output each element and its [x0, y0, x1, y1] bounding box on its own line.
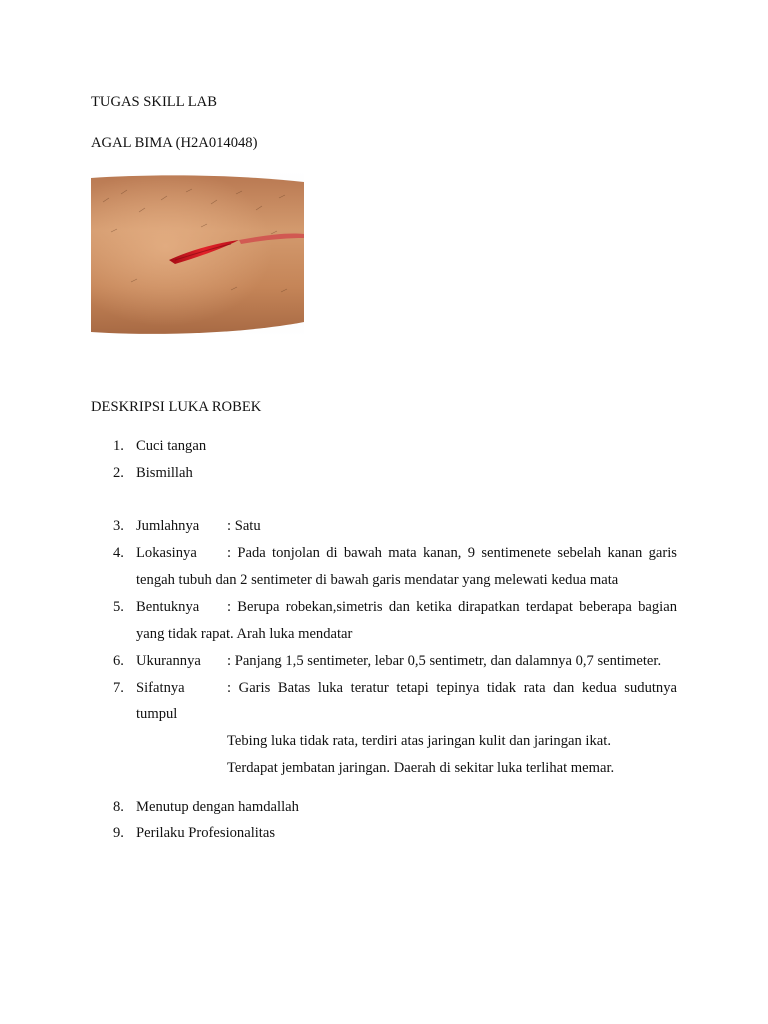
list-text: Menutup dengan hamdallah: [136, 799, 299, 815]
detail-label: Bentuknya: [136, 599, 200, 615]
detail-value: : Garis Batas luka teratur tetapi tepinya tidak rata dan kedua sudutnya: [227, 680, 677, 696]
detail-label: Sifatnya: [136, 680, 185, 696]
sifat-extra-line: Tebing luka tidak rata, terdiri atas jaringan kulit dan jaringan ikat.: [227, 733, 611, 749]
list-number: 7.: [113, 680, 124, 696]
list-text: Perilaku Profesionalitas: [136, 825, 276, 841]
list-text: Bismillah: [136, 465, 193, 481]
list-number: 4.: [113, 545, 124, 561]
detail-label: Jumlahnya: [136, 518, 200, 534]
detail-value: : Berupa robekan,simetris dan ketika dirapatkan terdapat beberapa bagian: [227, 599, 677, 615]
detail-continuation: yang tidak rapat. Arah luka mendatar: [136, 626, 353, 642]
list-number: 1.: [113, 438, 124, 454]
detail-value: : Pada tonjolan di bawah mata kanan, 9 sentimenete sebelah kanan garis: [227, 545, 677, 561]
list-number: 8.: [113, 799, 124, 815]
detail-label: Lokasinya: [136, 545, 197, 561]
document-title: TUGAS SKILL LAB: [91, 94, 217, 110]
author-line: AGAL BIMA (H2A014048): [91, 135, 258, 151]
list-number: 6.: [113, 653, 124, 669]
detail-value: : Panjang 1,5 sentimeter, lebar 0,5 sentimetr, dan dalamnya 0,7 sentimeter.: [227, 653, 662, 669]
detail-label: Ukurannya: [136, 653, 201, 669]
detail-continuation: tengah tubuh dan 2 sentimeter di bawah garis mendatar yang melewati kedua mata: [136, 572, 619, 588]
list-number: 3.: [113, 518, 124, 534]
detail-continuation: tumpul: [136, 706, 178, 722]
section-title: DESKRIPSI LUKA ROBEK: [91, 399, 262, 415]
list-number: 9.: [113, 825, 124, 841]
list-number: 2.: [113, 465, 124, 481]
list-text: Cuci tangan: [136, 438, 207, 454]
wound-photo-icon: [91, 172, 304, 336]
list-number: 5.: [113, 599, 124, 615]
detail-value: : Satu: [227, 518, 261, 534]
sifat-extra-line: Terdapat jembatan jaringan. Daerah di sekitar luka terlihat memar.: [227, 760, 615, 776]
